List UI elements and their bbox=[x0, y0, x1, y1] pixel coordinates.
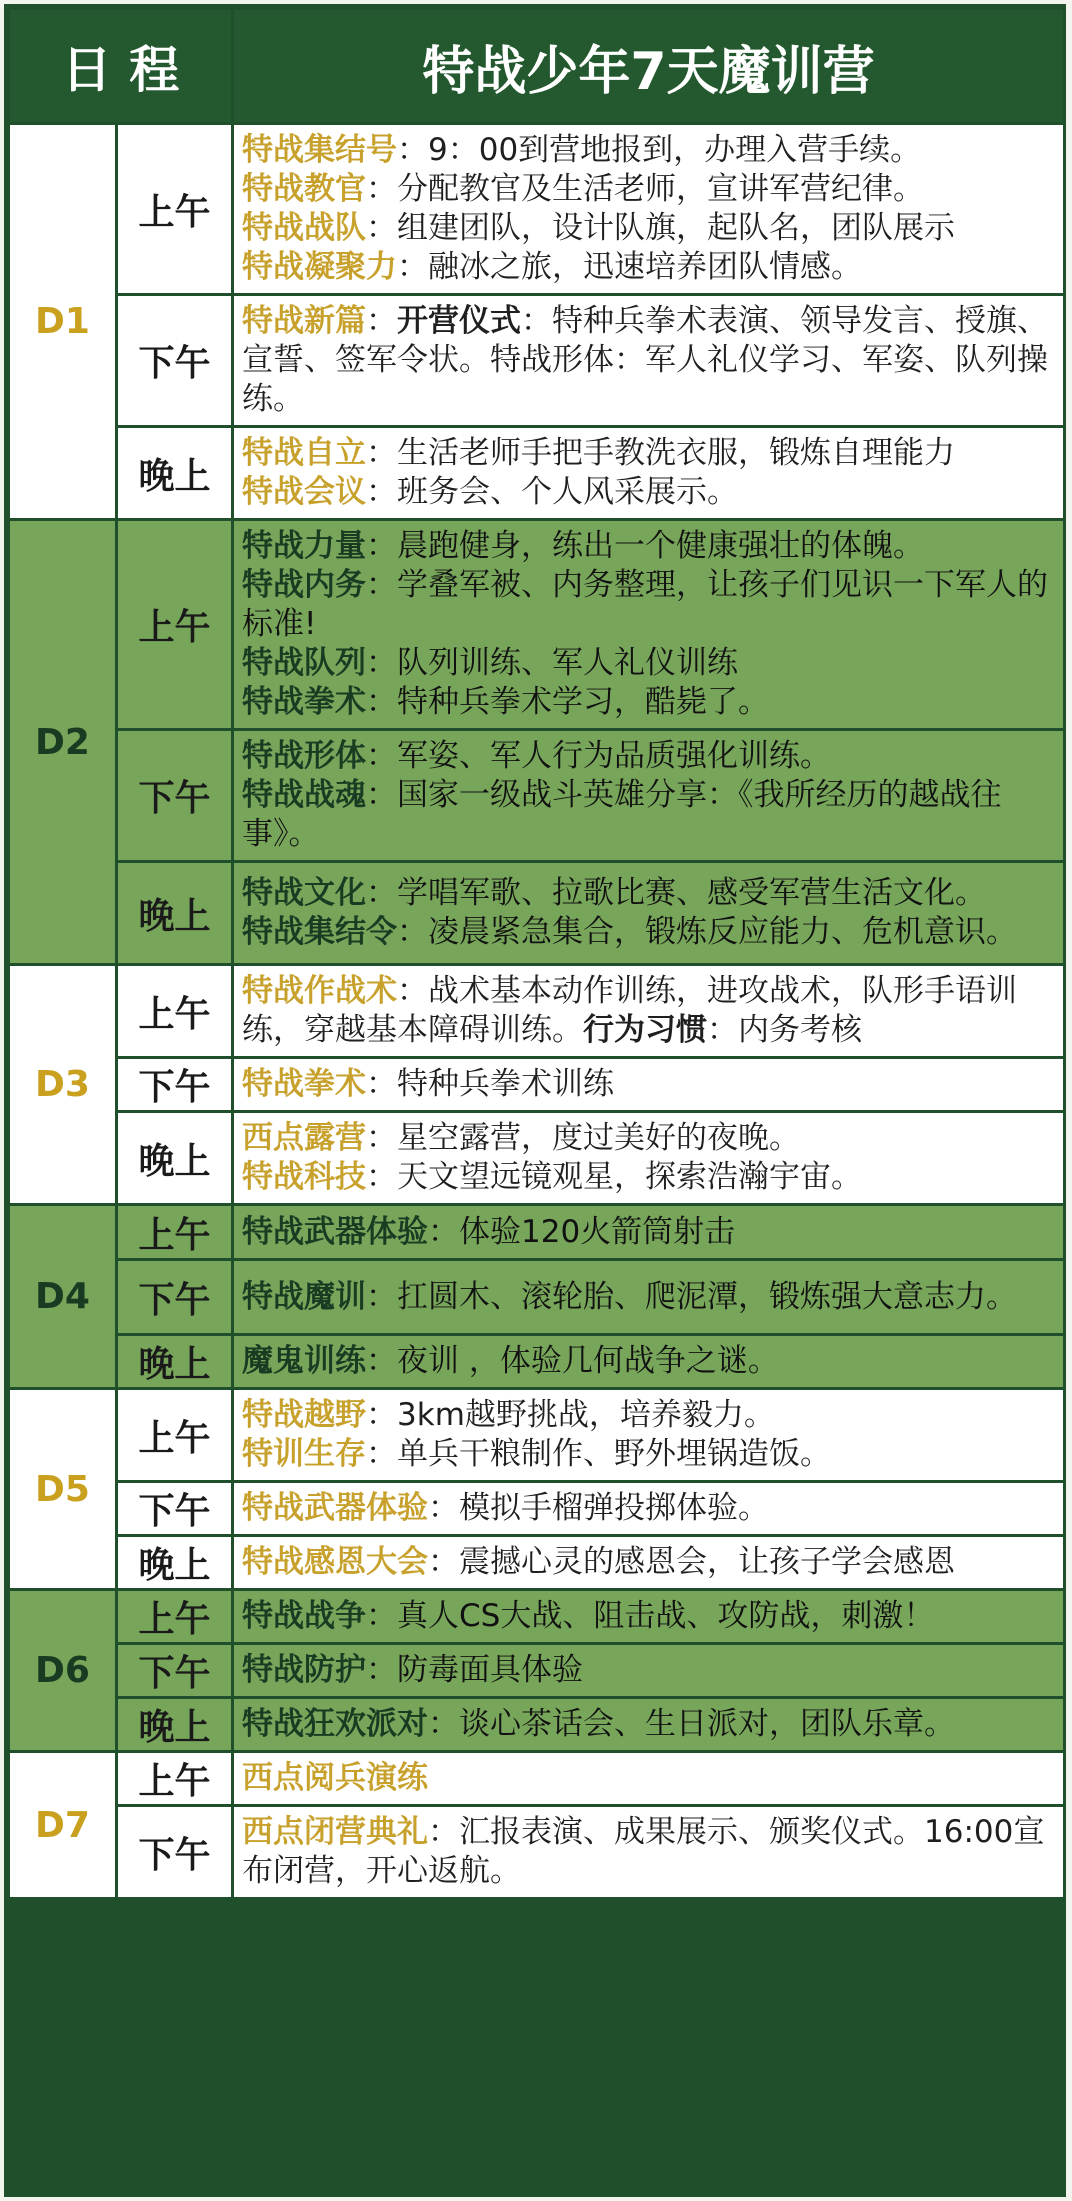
activity-text: ：真人CS大战、阻击战、攻防战，刺激！ bbox=[366, 1598, 935, 1634]
activity-text: ：震撼心灵的感恩会，让孩子学会感恩 bbox=[428, 1544, 956, 1580]
activity-content bbox=[234, 1699, 1063, 1750]
activity-keyword: 特战武器体验 bbox=[242, 1490, 429, 1526]
activity-keyword: 特战战魂 bbox=[242, 777, 367, 813]
activity-line bbox=[242, 1597, 1057, 1636]
schedule-row bbox=[10, 296, 1063, 425]
schedule-row bbox=[10, 1699, 1063, 1750]
activity-content bbox=[234, 428, 1063, 518]
period-label: 晚上 bbox=[138, 895, 211, 937]
schedule-row bbox=[10, 1807, 1063, 1897]
activity-keyword: 西点阅兵演练 bbox=[242, 1760, 429, 1796]
day-label: D4 bbox=[10, 1206, 115, 1387]
activity-text: ：9：00到营地报到，办理入营手续。 bbox=[397, 132, 922, 168]
schedule-table bbox=[7, 7, 1066, 1900]
activity-text: ：队列训练、军人礼仪训练 bbox=[366, 645, 739, 681]
activity-keyword: 开营仪式 bbox=[397, 303, 522, 339]
period-label: 上午 bbox=[138, 607, 211, 648]
schedule-sheet bbox=[4, 4, 1066, 2197]
activity-line bbox=[242, 473, 1057, 512]
activity-text: ：3km越野挑战，培养毅力。 bbox=[366, 1397, 775, 1433]
activity-text: ：扛圆木、滚轮胎、爬泥潭，锻炼强大意志力。 bbox=[366, 1278, 1018, 1315]
activity-line bbox=[242, 1396, 1057, 1435]
activity-text: ：特种兵拳术学习，酷毙了。 bbox=[366, 684, 770, 720]
activity-text: ：生活老师手把手教洗衣服，锻炼自理能力 bbox=[366, 435, 956, 471]
activity-text: ：学叠军被、内务整理，让孩子们见识一下军人的标准! bbox=[242, 567, 1049, 642]
activity-keyword: 特战会议 bbox=[242, 474, 367, 510]
activity-text: ：凌晨紧急集合，锻炼反应能力、危机意识。 bbox=[397, 914, 1018, 950]
schedule-row bbox=[10, 428, 1063, 518]
schedule-row bbox=[10, 1261, 1063, 1333]
activity-content bbox=[234, 521, 1063, 728]
day-label: D1 bbox=[10, 125, 115, 518]
activity-line bbox=[242, 566, 1057, 644]
activity-line bbox=[242, 1342, 1057, 1381]
activity-keyword: 西点露营 bbox=[242, 1120, 367, 1156]
activity-keyword: 特战战队 bbox=[242, 210, 367, 246]
activity-keyword: 特战防护 bbox=[242, 1652, 367, 1688]
activity-text: ：防毒面具体验 bbox=[366, 1652, 584, 1688]
activity-content bbox=[234, 1206, 1063, 1258]
activity-keyword: 特战拳术 bbox=[242, 1066, 367, 1102]
activity-line bbox=[242, 1705, 1057, 1744]
schedule-row bbox=[10, 1206, 1063, 1258]
activity-line bbox=[242, 131, 1057, 170]
schedule-body bbox=[10, 125, 1063, 1897]
activity-line bbox=[242, 1119, 1057, 1158]
activity-content bbox=[234, 1807, 1063, 1897]
activity-content bbox=[234, 1537, 1063, 1588]
activity-text: ：星空露营，度过美好的夜晚。 bbox=[366, 1120, 801, 1156]
activity-text: ：分配教官及生活老师，宣讲军营纪律。 bbox=[366, 171, 925, 207]
activity-keyword: 特战越野 bbox=[242, 1397, 367, 1433]
activity-line bbox=[242, 1813, 1057, 1891]
period-label: 晚上 bbox=[138, 455, 211, 497]
header-title: 特战少年7天魔训营 bbox=[234, 10, 1063, 122]
period-label: 晚上 bbox=[138, 1545, 211, 1586]
activity-text: ：晨跑健身，练出一个健康强壮的体魄。 bbox=[366, 528, 925, 564]
activity-line bbox=[242, 1158, 1057, 1197]
activity-line bbox=[242, 1278, 1057, 1317]
activity-line bbox=[242, 874, 1057, 913]
activity-keyword: 特战武器体验 bbox=[242, 1213, 429, 1250]
schedule-row bbox=[10, 731, 1063, 860]
schedule-row bbox=[10, 125, 1063, 293]
activity-line bbox=[242, 972, 1057, 1050]
activity-content bbox=[234, 296, 1063, 425]
activity-text: ：特种兵拳术表演、领导发言、授旗、宣誓、签军令状。特战形体：军人礼仪学习、军姿、队列操练。 bbox=[242, 303, 1049, 417]
activity-keyword: 特战新篇 bbox=[242, 303, 367, 339]
period-label: 上午 bbox=[138, 1761, 211, 1802]
activity-line bbox=[242, 248, 1057, 287]
activity-text: ：融冰之旅，迅速培养团队情感。 bbox=[397, 249, 863, 285]
activity-keyword: 行为习惯 bbox=[583, 1012, 708, 1048]
activity-keyword: 特战战争 bbox=[242, 1598, 367, 1634]
activity-keyword: 特战感恩大会 bbox=[242, 1544, 429, 1580]
period-label: 下午 bbox=[138, 1279, 211, 1321]
activity-content bbox=[234, 863, 1063, 963]
activity-line bbox=[242, 302, 1057, 419]
activity-line bbox=[242, 1543, 1057, 1582]
activity-line bbox=[242, 644, 1057, 683]
schedule-row bbox=[10, 1645, 1063, 1696]
activity-line bbox=[242, 170, 1057, 209]
period-label: 下午 bbox=[138, 343, 211, 384]
activity-content bbox=[234, 1591, 1063, 1642]
activity-line bbox=[242, 913, 1057, 952]
schedule-row bbox=[10, 1113, 1063, 1203]
activity-text: ：战术基本动作训练，进攻战术，队形手语训练，穿越基本障碍训练。 bbox=[242, 973, 1018, 1048]
activity-line bbox=[242, 1065, 1057, 1104]
activity-text: ：国家一级战斗英雄分享：《我所经历的越战往事》。 bbox=[242, 777, 1002, 852]
schedule-row bbox=[10, 863, 1063, 963]
activity-content bbox=[234, 1059, 1063, 1110]
period-label: 上午 bbox=[138, 191, 211, 233]
period-label: 上午 bbox=[138, 1214, 211, 1256]
activity-content bbox=[234, 1753, 1063, 1804]
activity-keyword: 特战科技 bbox=[242, 1159, 367, 1195]
day-label: D2 bbox=[10, 521, 115, 963]
activity-line bbox=[242, 1651, 1057, 1690]
activity-line bbox=[242, 1435, 1057, 1474]
schedule-row bbox=[10, 1483, 1063, 1534]
activity-text: ：军姿、军人行为品质强化训练。 bbox=[366, 738, 832, 774]
activity-text: ： bbox=[366, 303, 398, 339]
activity-keyword: 特战作战术 bbox=[242, 973, 398, 1009]
period-label: 下午 bbox=[138, 1834, 211, 1876]
activity-keyword: 特战集结号 bbox=[242, 132, 398, 168]
activity-line bbox=[242, 776, 1057, 854]
activity-content bbox=[234, 1390, 1063, 1480]
activity-keyword: 特战文化 bbox=[242, 875, 367, 911]
period-label: 晚上 bbox=[138, 1140, 211, 1182]
period-label: 晚上 bbox=[138, 1344, 211, 1385]
activity-keyword: 特战教官 bbox=[242, 171, 367, 207]
activity-text: ：谈心茶话会、生日派对，团队乐章。 bbox=[428, 1706, 956, 1742]
activity-text: ：内务考核 bbox=[707, 1012, 863, 1048]
activity-keyword: 特战形体 bbox=[242, 738, 367, 774]
activity-keyword: 特战内务 bbox=[242, 567, 367, 603]
activity-line bbox=[242, 209, 1057, 248]
schedule-row bbox=[10, 1390, 1063, 1480]
schedule-row bbox=[10, 966, 1063, 1056]
activity-content bbox=[234, 731, 1063, 860]
period-label: 下午 bbox=[138, 1653, 211, 1694]
activity-keyword: 特战拳术 bbox=[242, 684, 367, 720]
activity-text: ：学唱军歌、拉歌比赛、感受军营生活文化。 bbox=[366, 875, 987, 911]
period-label: 上午 bbox=[138, 993, 211, 1035]
activity-keyword: 魔鬼训练 bbox=[242, 1343, 367, 1379]
activity-text: ：天文望远镜观星，探索浩瀚宇宙。 bbox=[366, 1159, 863, 1195]
activity-content bbox=[234, 1336, 1063, 1387]
activity-text: ：模拟手榴弹投掷体验。 bbox=[428, 1490, 770, 1526]
period-label: 下午 bbox=[138, 1067, 211, 1108]
period-label: 下午 bbox=[138, 778, 211, 819]
activity-line bbox=[242, 527, 1057, 566]
schedule-row bbox=[10, 1537, 1063, 1588]
header-schedule: 日 程 bbox=[10, 10, 231, 122]
activity-keyword: 特战自立 bbox=[242, 435, 367, 471]
activity-keyword: 特训生存 bbox=[242, 1436, 367, 1472]
activity-keyword: 特战力量 bbox=[242, 528, 367, 564]
activity-keyword: 特战狂欢派对 bbox=[242, 1706, 429, 1742]
activity-content bbox=[234, 966, 1063, 1056]
activity-content bbox=[234, 125, 1063, 293]
schedule-row bbox=[10, 1336, 1063, 1387]
activity-text: ：夜训 ，体验几何战争之谜。 bbox=[366, 1343, 779, 1379]
activity-text: ：班务会、个人风采展示。 bbox=[366, 474, 739, 510]
activity-text: ：组建团队，设计队旗，起队名，团队展示 bbox=[366, 210, 956, 246]
activity-text: ：汇报表演、成果展示、颁奖仪式。16:00宣布闭营，开心返航。 bbox=[242, 1814, 1045, 1889]
activity-text: ：体验120火箭筒射击 bbox=[428, 1213, 736, 1250]
period-label: 上午 bbox=[138, 1599, 211, 1640]
schedule-row bbox=[10, 1059, 1063, 1110]
activity-text: ：特种兵拳术训练 bbox=[366, 1066, 615, 1102]
schedule-row bbox=[10, 1591, 1063, 1642]
activity-content bbox=[234, 1113, 1063, 1203]
activity-content bbox=[234, 1261, 1063, 1333]
activity-line bbox=[242, 1213, 1057, 1252]
activity-content bbox=[234, 1483, 1063, 1534]
activity-line bbox=[242, 737, 1057, 776]
day-label: D7 bbox=[10, 1753, 115, 1897]
activity-line bbox=[242, 683, 1057, 722]
day-label: D6 bbox=[10, 1591, 115, 1750]
activity-keyword: 特战魔训 bbox=[242, 1278, 367, 1315]
activity-line bbox=[242, 434, 1057, 473]
activity-keyword: 特战队列 bbox=[242, 645, 367, 681]
activity-text: ：单兵干粮制作、野外埋锅造饭。 bbox=[366, 1436, 832, 1472]
activity-line bbox=[242, 1489, 1057, 1528]
period-label: 晚上 bbox=[138, 1707, 211, 1748]
activity-keyword: 特战凝聚力 bbox=[242, 249, 398, 285]
schedule-row bbox=[10, 1753, 1063, 1804]
schedule-row bbox=[10, 521, 1063, 728]
period-label: 下午 bbox=[138, 1491, 211, 1532]
day-label: D5 bbox=[10, 1390, 115, 1588]
activity-keyword: 特战集结令 bbox=[242, 914, 398, 950]
day-label: D3 bbox=[10, 966, 115, 1203]
period-label: 上午 bbox=[138, 1417, 211, 1459]
activity-content bbox=[234, 1645, 1063, 1696]
activity-line bbox=[242, 1759, 1057, 1798]
activity-keyword: 西点闭营典礼 bbox=[242, 1814, 429, 1850]
